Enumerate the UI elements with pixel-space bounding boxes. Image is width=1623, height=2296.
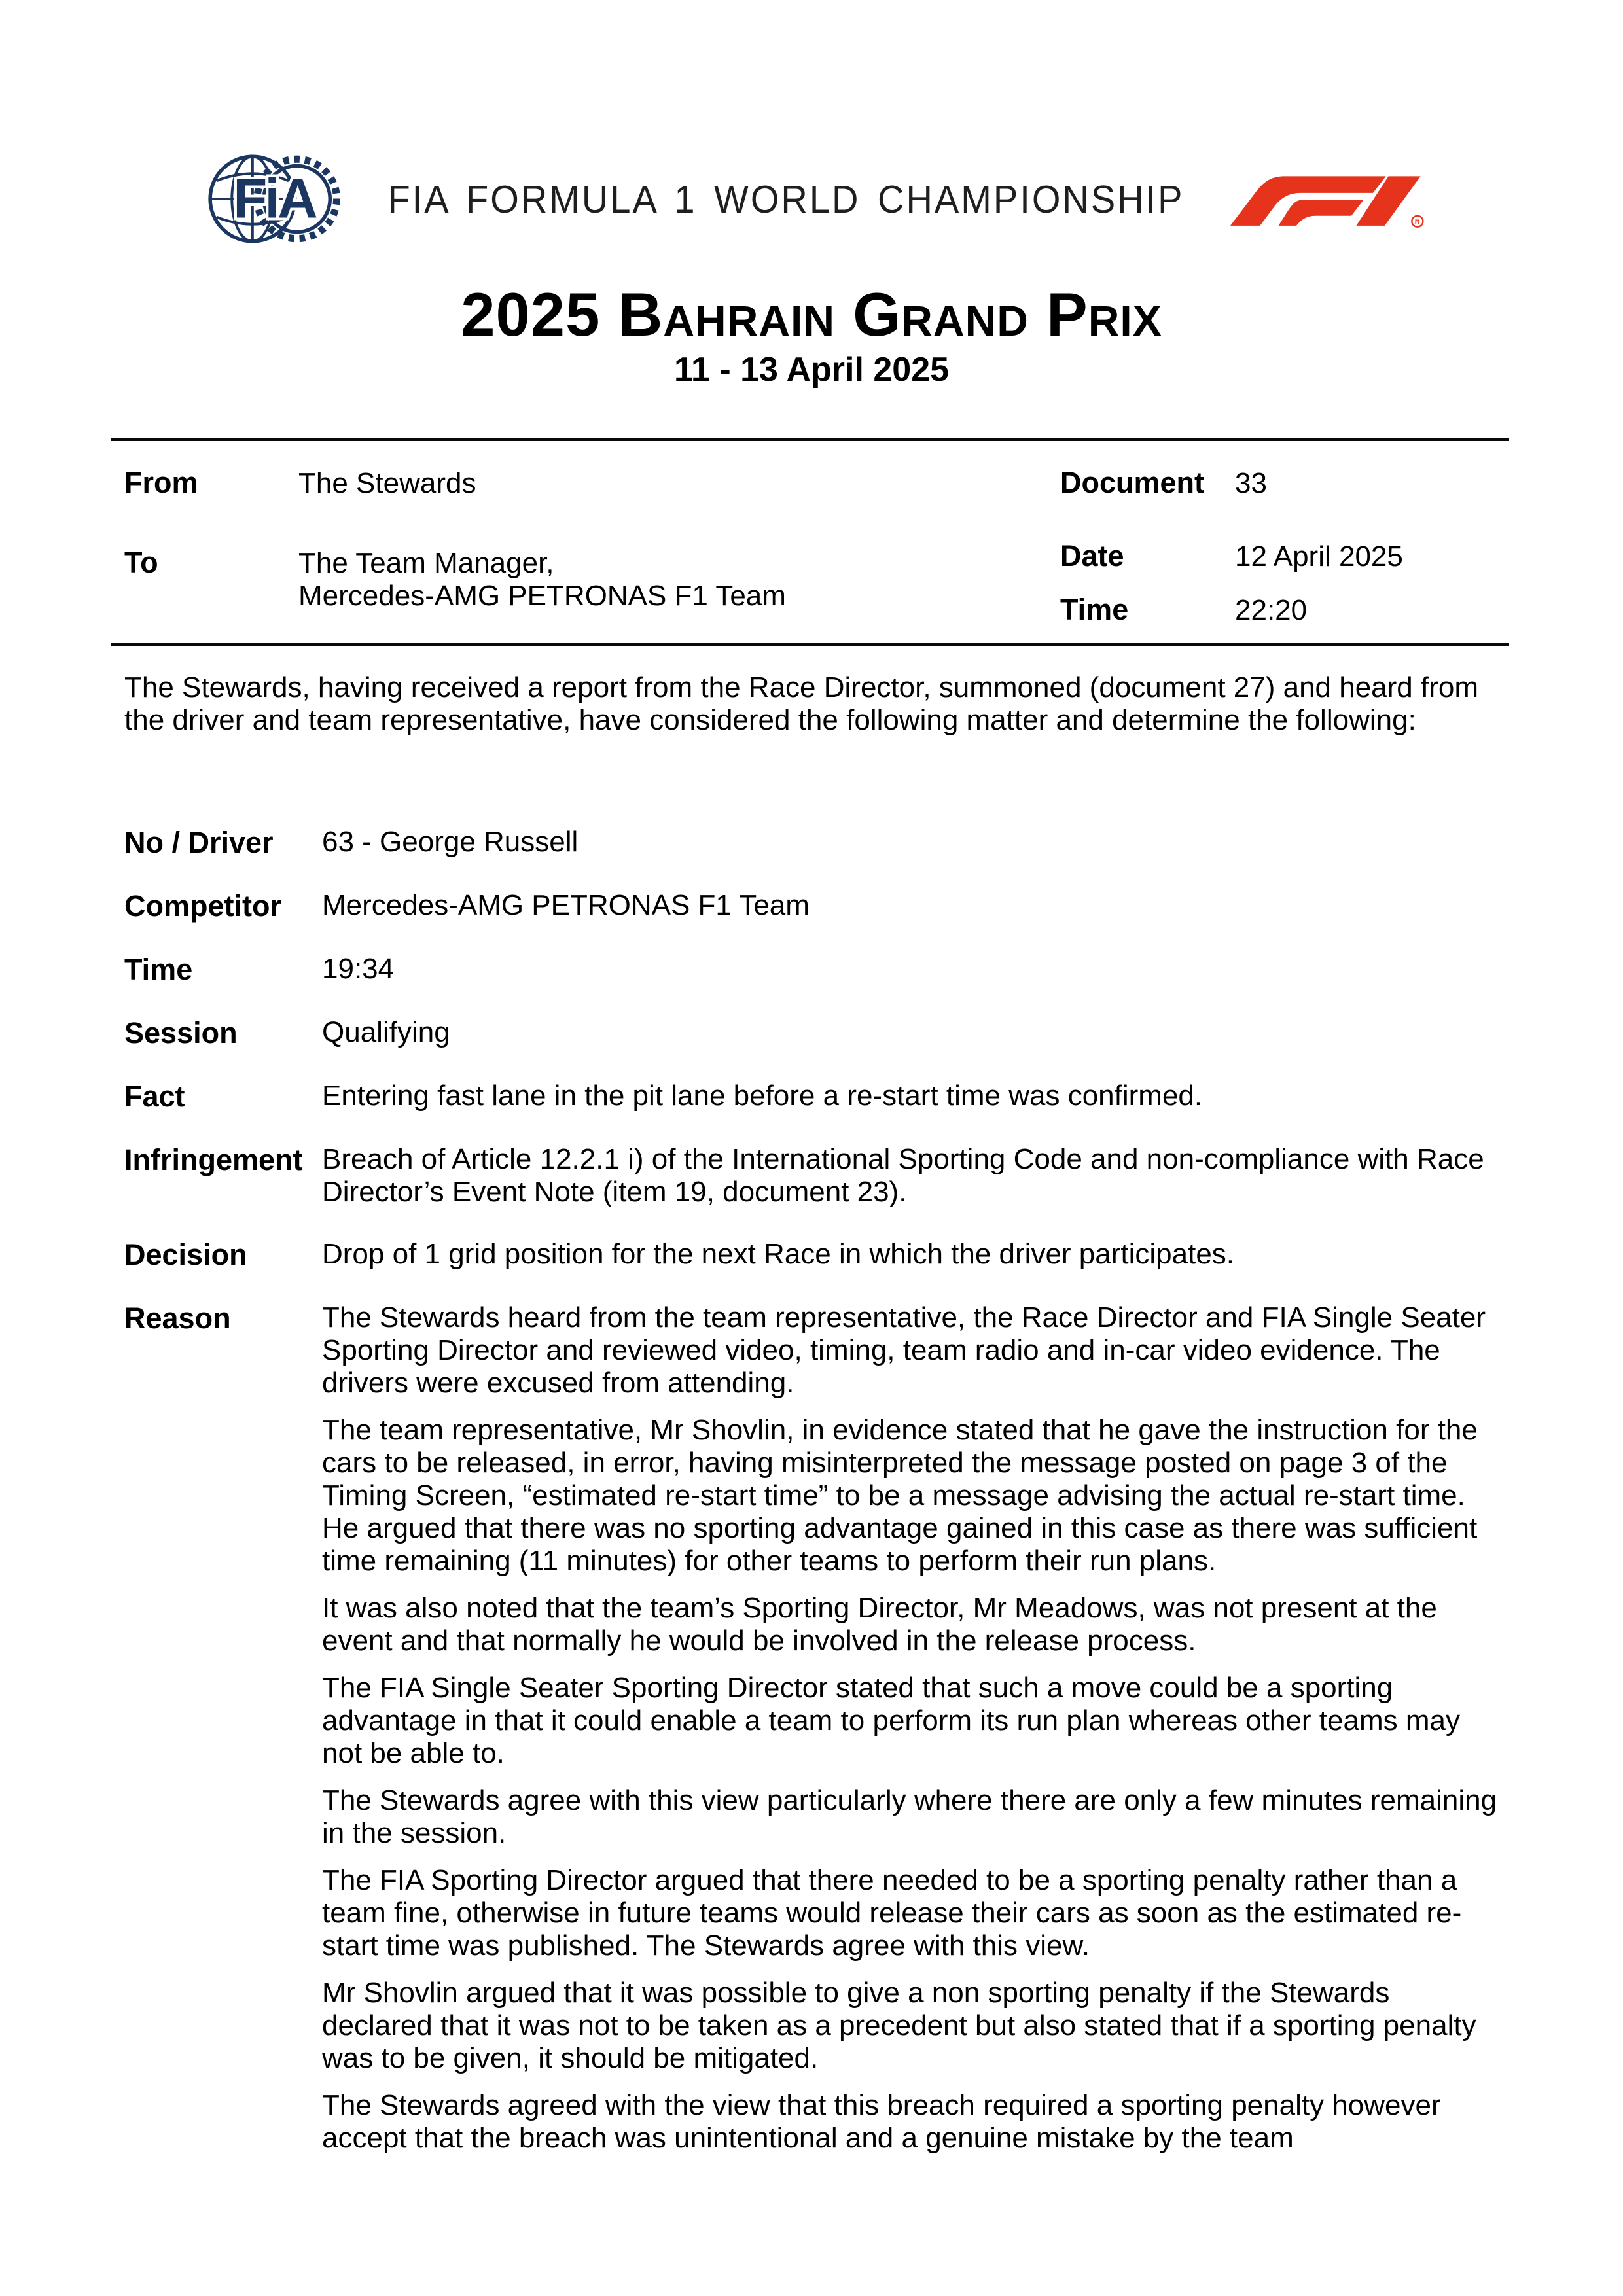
- field-row-decision: [124, 1238, 1505, 1272]
- from-label: From: [124, 466, 198, 499]
- field-row-session: [124, 1016, 1505, 1050]
- field-row-fact: [124, 1080, 1505, 1114]
- document-value: 33: [1235, 467, 1267, 499]
- field-row-no-driver: [124, 826, 1505, 860]
- horizontal-rule-top: [111, 438, 1509, 441]
- time-value: 22:20: [1235, 594, 1308, 626]
- infringement-label: Infringement: [124, 1143, 303, 1176]
- from-value: The Stewards: [298, 467, 476, 499]
- to-value-line1: The Team Manager,: [298, 547, 554, 579]
- no-driver-value: 63 - George Russell: [322, 826, 579, 858]
- championship-header-text: FIA FORMULA 1 WORLD CHAMPIONSHIP: [387, 177, 1185, 221]
- f1-logo-icon: [1230, 175, 1427, 229]
- decision-label: Decision: [124, 1238, 247, 1271]
- reason-paragraph: Mr Shovlin argued that it was possible to give a non sporting penalty if the Stewards declared that it was not to be taken as a precedent but also stated that if a sporting penalty was to be given, it should be mitigated.: [322, 1977, 1476, 2074]
- competitor-label: Competitor: [124, 889, 281, 923]
- reason-paragraph: The team representative, Mr Shovlin, in evidence stated that he gave the instruction for the cars to be released, in error, having misinterpreted the message posted on page 3 of the Timing Screen, “estimated re-start time” to be a message advising the actual re-start time. He argued that there was no sporting advantage gained in this case as there was sufficient time remaining (11 minutes) for other teams to perform their run plans.: [322, 1414, 1478, 1577]
- horizontal-rule-bottom: [111, 643, 1509, 646]
- session-value: Qualifying: [322, 1016, 450, 1048]
- date-value: 12 April 2025: [1235, 540, 1403, 573]
- reason-paragraph: It was also noted that the team’s Sporting Director, Mr Meadows, was not present at the event and that normally he would be involved in the release process.: [322, 1592, 1437, 1657]
- decision-value: Drop of 1 grid position for the next Race in which the driver participates.: [322, 1238, 1235, 1270]
- reason-paragraph: The Stewards heard from the team representative, the Race Director and FIA Single Seater Sporting Director and reviewed video, timing, team radio and in-car video evidence. The drivers were excused from attending.: [322, 1301, 1486, 1399]
- fact-value: Entering fast lane in the pit lane before a re-start time was confirmed.: [322, 1080, 1203, 1112]
- field-row-infringement: [124, 1143, 1505, 1209]
- infringement-value: Breach of Article 12.2.1 i) of the International Sporting Code and non-compliance with Race Director’s Event Note (item 19, document 23).: [322, 1143, 1484, 1208]
- time-field-label: Time: [124, 953, 193, 986]
- svg-text:FiA: FiA: [233, 168, 315, 230]
- fia-logo-icon: [207, 150, 342, 248]
- decision-fields: [124, 826, 1505, 2184]
- event-date-range: 11 - 13 April 2025: [673, 350, 950, 389]
- time-field-value: 19:34: [322, 953, 395, 985]
- f1-registered-mark: R: [1414, 218, 1420, 226]
- field-row-competitor: [124, 889, 1505, 923]
- competitor-value: Mercedes-AMG PETRONAS F1 Team: [322, 889, 810, 921]
- reason-paragraph: The Stewards agreed with the view that this breach required a sporting penalty however accept that the breach was unintentional and a genuine mistake by the team: [322, 2089, 1441, 2154]
- to-label: To: [124, 546, 158, 579]
- date-label: Date: [1060, 539, 1124, 573]
- to-value-line2: Mercedes-AMG PETRONAS F1 Team: [298, 580, 786, 612]
- intro-paragraph: The Stewards, having received a report from the Race Director, summoned (document 27) and heard from the driver and team representative, have considered the following matter and determine the following:: [124, 671, 1478, 736]
- field-row-reason: [124, 1301, 1505, 2155]
- reason-paragraph: The FIA Sporting Director argued that there needed to be a sporting penalty rather than a team fine, otherwise in future teams would release their cars as soon as the estimated re-start time was published. The Stewards agree with this view.: [322, 1864, 1462, 1962]
- to-value: [298, 547, 786, 612]
- field-row-time: [124, 953, 1505, 987]
- document-header: [207, 149, 1427, 249]
- title-block: [0, 280, 1623, 389]
- reason-paragraph: The Stewards agree with this view particularly where there are only a few minutes remaining in the session.: [322, 1784, 1497, 1849]
- time-label: Time: [1060, 593, 1129, 626]
- reason-label: Reason: [124, 1301, 231, 1335]
- session-label: Session: [124, 1016, 238, 1050]
- reason-paragraph: The FIA Single Seater Sporting Director stated that such a move could be a sporting advantage in that it could enable a team to perform its run plan whereas other teams may not be able to.: [322, 1672, 1460, 1769]
- fact-label: Fact: [124, 1080, 185, 1113]
- no-driver-label: No / Driver: [124, 826, 274, 859]
- event-title: 2025 Bahrain Grand Prix: [461, 280, 1162, 349]
- reason-value: [322, 1301, 1505, 2155]
- document-label: Document: [1060, 466, 1205, 499]
